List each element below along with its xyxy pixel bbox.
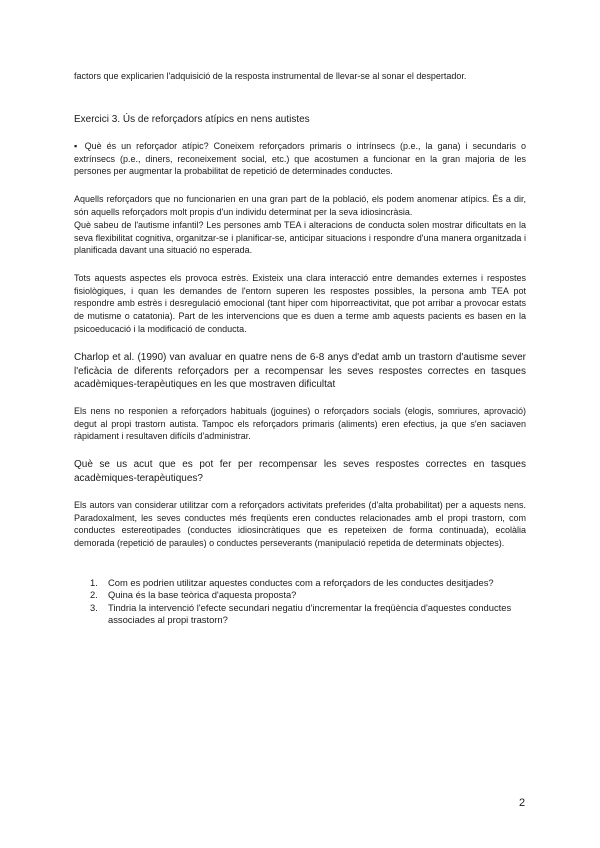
list-text: Quina és la base teòrica d'aquesta proposta? — [108, 589, 297, 601]
question-text: Què se us acut que es pot fer per recompensar les seves respostes correctes en tasques acadèmiques-terapèutiques? — [74, 459, 526, 484]
list-item — [90, 577, 530, 589]
list-text: Com es podrien utilitzar aquestes conductes com a reforçadors de les conductes desitjades? — [108, 577, 494, 588]
paragraph-autism: Què sabeu de l'autisme infantil? Les persones amb TEA i alteracions de conducta solen mostrar dificultats en la seva flexibilitat cognitiva, organitzar-se i planificar-se, anticipar situacions i respondre d'una manera organitzada i planificada davant una situació no esperada. — [74, 220, 526, 256]
question-list — [90, 577, 530, 626]
intro-line: factors que explicarien l'adquisició de la resposta instrumental de llevar-se al sonar el despertador. — [74, 71, 467, 81]
exercise-heading: Exercici 3. Ús de reforçadors atípics en nens autistes — [74, 114, 310, 125]
paragraph-reinforcers-ineffective: Els nens no responien a reforçadors habituals (joguines) o reforçadors socials (elogis, somriures, aprovació) degut al propi trastorn autista. Tampoc els reforçadors primaris (aliments) eren efectius, ja que s'en saciaven ràpidament i resultaven difícils d'administrar. — [74, 406, 526, 442]
paragraph-stress: Tots aquests aspectes els provoca estrès. Existeix una clara interacció entre demandes externes i respostes fisiològiques, i quan les demandes de l'entorn superen les respostes possibles, la persona amb TEA pot respondre amb estrès i desregulació emocional (tant hiper com hiporreactivitat, que pot arribar a provocar estats de mutisme o catatonia). Part de les intervencions que es duen a terme amb aquests pacients es basen en la psicoeducació i la modificació de conducta. — [74, 273, 526, 334]
list-text: Tindria la intervenció l'efecte secundari negatiu d'incrementar la freqüència d'aquestes conductes associades al propi trastorn? — [108, 601, 512, 625]
list-number: 1. — [90, 577, 98, 588]
list-number: 3. — [90, 601, 98, 613]
paragraph-authors-proposal: Els autors van considerar utilitzar com a reforçadors activitats preferides (d'alta probabilitat) per a aquests nens. Paradoxalment, les seves conductes més freqüents eren conductes relacionades amb el propi trastorn, com conductes estereotipades (conductes idiosincràtiques que es repeteixen de forma continuada), ecolàlia demorada (repetició de paraules) o conductes perseverants (manipulació repetida de determinats objectes). — [74, 500, 526, 549]
list-item — [90, 602, 530, 627]
paragraph-atypical-definition: Aquells reforçadors que no funcionarien en una gran part de la població, els podem anomenar atípics. És a dir, són aquells reforçadors molt propis d'un individu determinat per la seva idiosincràsia. — [74, 194, 526, 217]
list-number: 2. — [90, 589, 98, 601]
list-item — [90, 589, 530, 601]
paragraph-charlop-study: Charlop et al. (1990) van avaluar en quatre nens de 6-8 anys d'edat amb un trastorn d'autisme sever l'eficàcia de diferents reforçadors per a recompensar les seves respostes correctes en tasques acadèmiques-terapèutiques en les que mostraven dificultat — [74, 352, 526, 390]
page-number: 2 — [519, 797, 526, 809]
paragraph-atypical-reinforcer: ▪ Què és un reforçador atípic? Coneixem reforçadors primaris o intrínsecs (p.e., la gana) i secundaris o extrínsecs (p.e., diners, reconeixement social, etc.) que acostumen a funcionar en la gran majoria de les persones per augmentar la probabilitat de repetició de determinades conductes. — [74, 141, 526, 177]
